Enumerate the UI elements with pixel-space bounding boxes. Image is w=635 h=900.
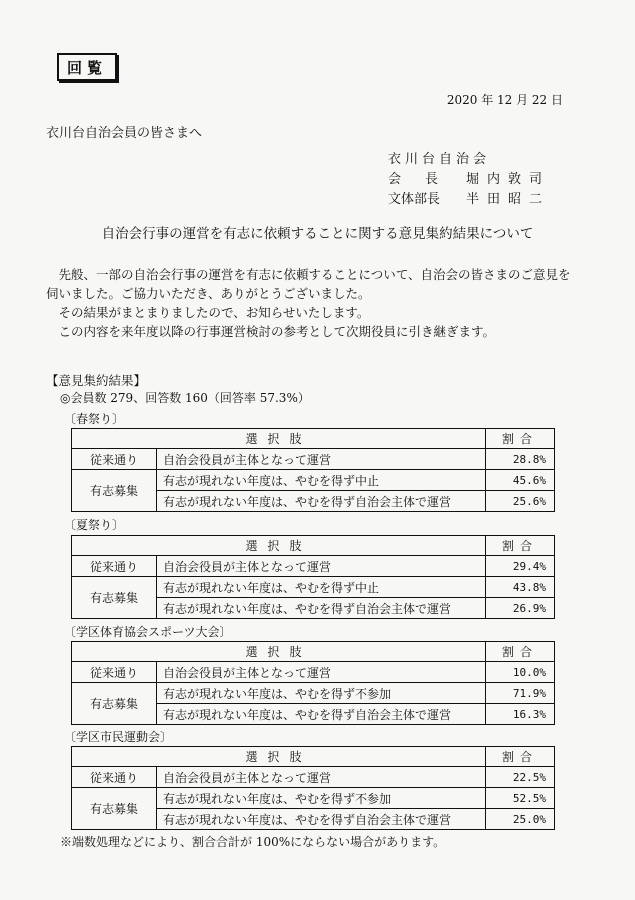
choice-column-header: 選択肢 [72, 747, 486, 767]
table-header-row [72, 747, 555, 767]
document-date: 2020 年 12 月 22 日 [446, 93, 563, 107]
results-table [71, 535, 555, 619]
choice-cell: 有志が現れない年度は、やむを得ず自治会主体で運営 [157, 704, 486, 725]
choice-cell: 有志が現れない年度は、やむを得ず中止 [157, 470, 486, 491]
footnote: ※端数処理などにより、割合合計が 100%にならない場合があります。 [60, 835, 446, 849]
response-summary: ◎会員数 279、回答数 160（回答率 57.3%） [60, 391, 310, 405]
results-table [71, 746, 555, 830]
choice-cell: 自治会役員が主体となって運営 [157, 767, 486, 788]
ratio-cell: 45.6% [486, 470, 555, 491]
addressee: 衣川台自治会員の皆さまへ [46, 126, 203, 141]
category-cell: 従来通り [72, 662, 157, 683]
category-cell: 従来通り [72, 449, 157, 470]
sender-block [388, 150, 550, 210]
ratio-cell: 16.3% [486, 704, 555, 725]
circulation-label: 回覧 [57, 53, 117, 81]
table-header-row [72, 429, 555, 449]
ratio-cell: 10.0% [486, 662, 555, 683]
table-row [72, 470, 555, 491]
section-label: 〔学区体育協会スポーツ大会〕 [64, 625, 232, 639]
choice-cell: 自治会役員が主体となって運営 [157, 662, 486, 683]
choice-column-header: 選択肢 [72, 642, 486, 662]
table-row [72, 449, 555, 470]
results-table [71, 428, 555, 512]
choice-cell: 有志が現れない年度は、やむを得ず自治会主体で運営 [157, 598, 486, 619]
ratio-column-header: 割合 [486, 747, 555, 767]
ratio-cell: 29.4% [486, 556, 555, 577]
choice-column-header: 選択肢 [72, 429, 486, 449]
sender-role: 会長 [388, 172, 463, 187]
choice-column-header: 選択肢 [72, 536, 486, 556]
category-cell: 有志募集 [72, 683, 157, 725]
table-header-row [72, 536, 555, 556]
ratio-cell: 52.5% [486, 788, 555, 809]
table-row [72, 767, 555, 788]
ratio-cell: 26.9% [486, 598, 555, 619]
section-label: 〔学区市民運動会〕 [64, 730, 173, 744]
subject-title: 自治会行事の運営を有志に依頼することに関する意見集約結果について [101, 226, 534, 242]
sender-name: 堀内敦司 [466, 172, 551, 187]
choice-cell: 有志が現れない年度は、やむを得ず不参加 [157, 788, 486, 809]
ratio-cell: 22.5% [486, 767, 555, 788]
choice-cell: 自治会役員が主体となって運営 [157, 556, 486, 577]
ratio-cell: 43.8% [486, 577, 555, 598]
body-paragraph: 先般、一部の自治会行事の運営を有志に依頼することについて、自治会の皆さまのご意見を伺いました。ご協力いただき、ありがとうございました。 [46, 267, 571, 301]
table-row [72, 577, 555, 598]
table-row [72, 556, 555, 577]
results-table [71, 641, 555, 725]
sender-name: 半田昭二 [466, 192, 551, 207]
body-paragraph: この内容を来年度以降の行事運営検討の参考として次期役員に引き継ぎます。 [58, 324, 496, 339]
ratio-cell: 25.6% [486, 491, 555, 512]
category-cell: 有志募集 [72, 470, 157, 512]
table-header-row [72, 642, 555, 662]
body-text [46, 265, 576, 341]
choice-cell: 有志が現れない年度は、やむを得ず不参加 [157, 683, 486, 704]
sender-organization: 衣川台自治会 [388, 152, 491, 167]
ratio-cell: 25.0% [486, 809, 555, 830]
choice-cell: 有志が現れない年度は、やむを得ず自治会主体で運営 [157, 491, 486, 512]
ratio-column-header: 割合 [486, 642, 555, 662]
choice-cell: 有志が現れない年度は、やむを得ず中止 [157, 577, 486, 598]
table-row [72, 662, 555, 683]
choice-cell: 有志が現れない年度は、やむを得ず自治会主体で運営 [157, 809, 486, 830]
ratio-column-header: 割合 [486, 536, 555, 556]
results-heading: 【意見集約結果】 [46, 373, 147, 388]
category-cell: 有志募集 [72, 788, 157, 830]
choice-cell: 自治会役員が主体となって運営 [157, 449, 486, 470]
table-row [72, 683, 555, 704]
section-label: 〔夏祭り〕 [64, 518, 125, 532]
ratio-cell: 71.9% [486, 683, 555, 704]
category-cell: 有志募集 [72, 577, 157, 619]
body-paragraph: その結果がまとまりましたので、お知らせいたします。 [58, 305, 370, 320]
sender-role: 文体部長 [388, 192, 441, 207]
table-row [72, 788, 555, 809]
category-cell: 従来通り [72, 556, 157, 577]
ratio-column-header: 割合 [486, 429, 555, 449]
ratio-cell: 28.8% [486, 449, 555, 470]
section-label: 〔春祭り〕 [64, 412, 125, 426]
category-cell: 従来通り [72, 767, 157, 788]
